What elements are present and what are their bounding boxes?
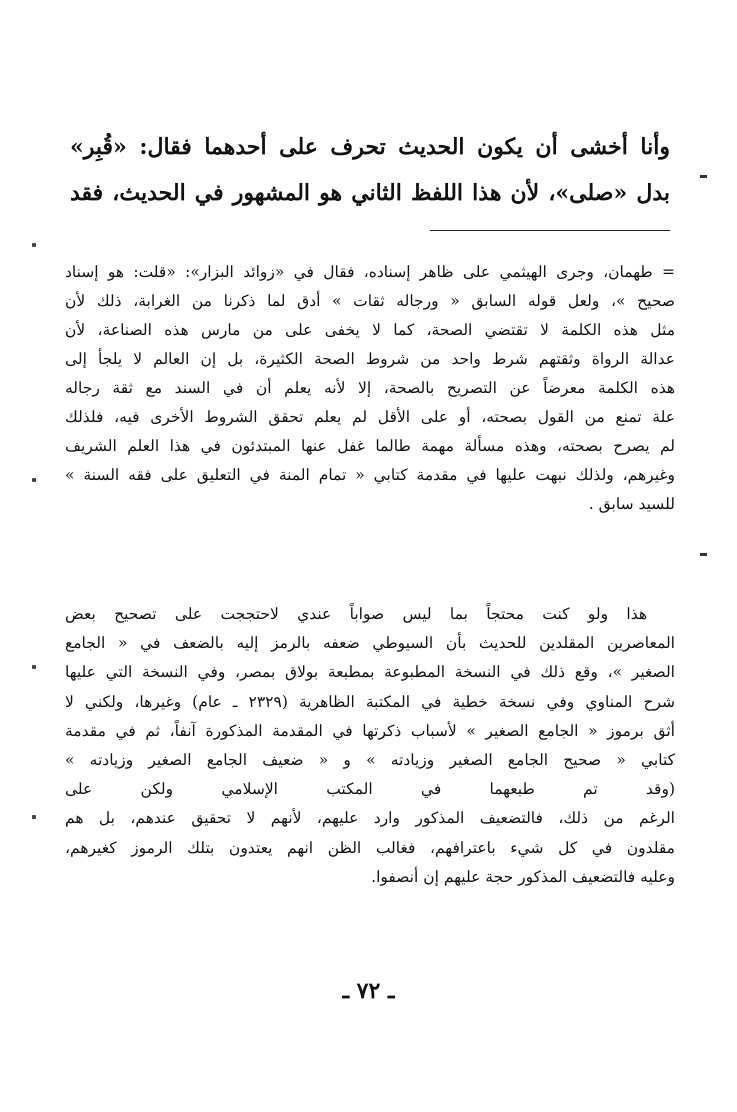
margin-dot: [32, 243, 36, 247]
paragraph-line: شرح المناوي وفي نسخة خطية في المكتبة الظاهرية (٢٣٢٩ ـ عام) وغيرها، ولكني لا: [65, 692, 675, 711]
footnote-line: وغيرهم، ولذلك نبهت عليها في مقدمة كتابي « تمام المنة في التعليق على فقه السنة »: [65, 466, 675, 484]
paragraph-line: الرغم من ذلك، فالتضعيف المذكور وارد عليهم، لأنهم لا تحقيق عندهم، بل هم: [65, 809, 675, 828]
paragraph-line: كتابي « صحيح الجامع الصغير وزيادته » و « ضعيف الجامع الصغير وزيادته »: [65, 751, 675, 770]
margin-dot: [32, 815, 36, 819]
body-paragraph: [65, 600, 675, 892]
margin-dot: [32, 665, 36, 669]
paragraph-line: المعاصرين المقلدين للحديث بأن السيوطي ضعفه بالرمز إليه بالضعف في « الجامع: [65, 634, 675, 653]
main-text-line: بدل «صلى»، لأن هذا اللفظ الثاني هو المشهور في الحديث، فقد: [70, 180, 670, 206]
main-text: [70, 124, 670, 216]
paragraph-line: مقلدون في كل شيء باعترافهم، فغالب الظن انهم يعتدون بتلك الرموز كغيرهم،: [65, 838, 675, 857]
footnote-line: مثل هذه الكلمة لا تقتضي الصحة، كما لا يخفى على من مارس هذه الصناعة، لأن: [65, 321, 675, 339]
footnote-line: لم يصرح بصحته، وهذه مسألة مهمة طالما غفل عنها المبتدئون في هذا العلم الشريف: [65, 437, 675, 455]
margin-mark: [700, 175, 707, 178]
paragraph-line: (وقد تم طبعهما في المكتب الإسلامي ولكن على: [65, 780, 675, 799]
paragraph-line: هذا ولو كنت محتجاً بما ليس صواباً عندي لاحتججت على تصحيح بعض: [65, 605, 647, 623]
footnote-line: = طهمان، وجرى الهيثمي على ظاهر إسناده، فقال في «زوائد البزار»: «قلت: هو إسناد: [65, 263, 675, 281]
footnote-line: للسيد سابق .: [588, 495, 675, 513]
footnote: [65, 258, 675, 519]
footnote-line: علة تمنع من القول بصحته، أو على الأقل لم يعلم تحقق الشروط الأخرى فيه، فلذلك: [65, 408, 675, 426]
footnote-line: عدالة الرواة وثقتهم شرط واحد من شروط الصحة الكثيرة، بل إن العالم لا يلجأ إلى: [65, 350, 675, 368]
footnote-divider: [430, 230, 670, 231]
main-text-line: وأنا أخشى أن يكون الحديث تحرف على أحدهما فقال: «قُبِر»: [70, 134, 670, 160]
page-number: ـ ٧٢ ـ: [342, 978, 395, 1004]
paragraph-line: وعليه فالتضعيف المذكور حجة عليهم إن أنصفوا.: [371, 867, 675, 886]
margin-dot: [32, 478, 36, 482]
margin-mark: [700, 553, 707, 556]
footnote-line: صحيح »، ولعل قوله السابق « ورجاله ثقات » أدق لما ذكرنا من الغرابة، ذلك لأن: [65, 292, 675, 310]
paragraph-line: أثق برموز « الجامع الصغير » لأسباب ذكرتها في المقدمة المذكورة آنفاً، ثم في مقدمة: [65, 721, 675, 740]
paragraph-line: الصغير »، وقع ذلك في النسخة المطبوعة بمطبعة بولاق بمصر، وفي النسخة التي عليها: [65, 663, 675, 682]
footnote-line: هذه الكلمة معرضاً عن التصريح بالصحة، إلا لأنه يعلم أن في السند مع ثقة رجاله: [65, 379, 675, 397]
